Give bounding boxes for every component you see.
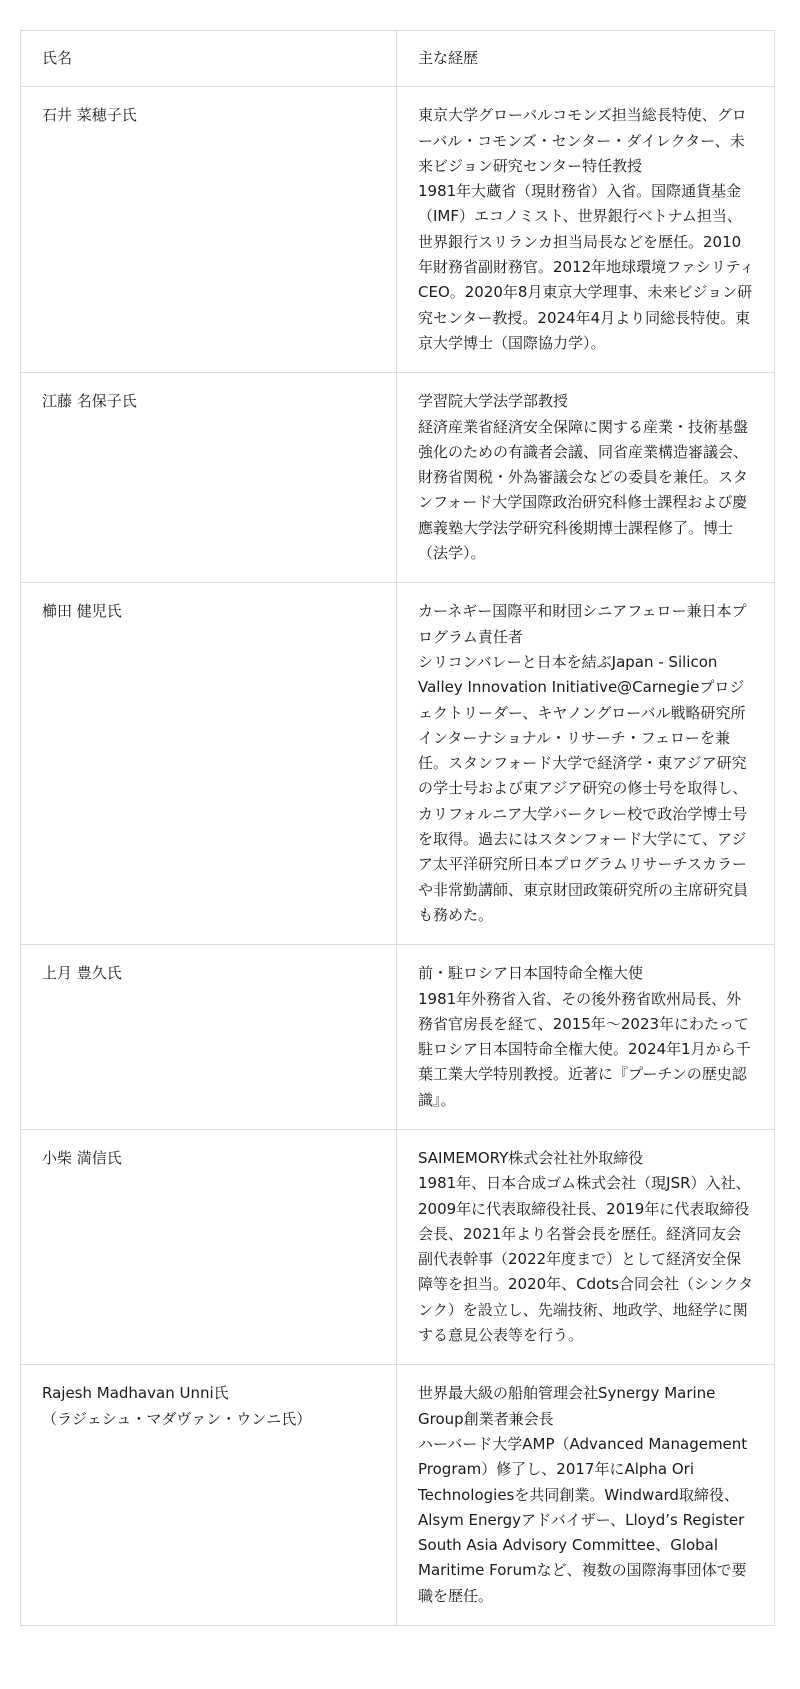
- member-bio: ハーバード大学AMP（Advanced Management Program）修了し、2017年にAlpha Ori Technologiesを共同創業。Windward取締役、Alsym Energyアドバイザー、Lloyd’s Register South Asia Advisory Committee、Global Maritime Forumなど、複数の国際海事団体で要職を歴任。: [418, 1434, 748, 1605]
- member-bio: 経済産業省経済安全保障に関する産業・技術基盤強化のための有識者会議、同省産業構造審議会、財務省関税・外為審議会などの委員を兼任。スタンフォード大学国際政治研究科修士課程および慶應義塾大学法学研究科後期博士課程修了。博士（法学）。: [418, 417, 749, 563]
- member-title: 世界最大級の船舶管理会社Synergy Marine Group創業者兼会長: [418, 1384, 716, 1428]
- member-title: 学習院大学法学部教授: [418, 392, 569, 411]
- member-bio: 1981年大蔵省（現財務省）入省。国際通貨基金（IMF）エコノミスト、世界銀行ベトナム担当、世界銀行スリランカ担当局長などを歴任。2010年財務省副財務官。2012年地球環境ファシリティCEO。2020年8月東京大学理事、未来ビジョン研究センター教授。2024年4月より同総長特使。東京大学博士（国際協力学）。: [418, 182, 755, 352]
- member-name: 櫛田 健児氏: [42, 602, 122, 621]
- member-bio: 1981年外務省入省、その後外務省欧州局長、外務省官房長を経て、2015年～2023年にわたって駐ロシア日本国特命全権大使。2024年1月から千葉工業大学特別教授。近著に『プーチンの歴史認識』。: [418, 989, 751, 1109]
- member-career-cell: [397, 583, 775, 945]
- header-career: 主な経歴: [397, 31, 775, 87]
- member-career-cell: [397, 373, 775, 583]
- member-career-cell: [397, 87, 775, 373]
- member-name-cell: [21, 583, 397, 945]
- member-bio: 1981年、日本合成ゴム株式会社（現JSR）入社、2009年に代表取締役社長、2019年に代表取締役会長、2021年より名誉会長を歴任。経済同友会副代表幹事（2022年度まで）として経済安全保障等を担当。2020年、Cdots合同会社（シンクタンク）を設立し、先端技術、地政学、地経学に関する意見公表等を行う。: [418, 1174, 754, 1345]
- member-name: 小柴 満信氏: [42, 1148, 122, 1167]
- member-name: 石井 菜穂子氏: [42, 106, 137, 125]
- member-name-cell: [21, 1129, 397, 1364]
- header-name: 氏名: [21, 31, 397, 87]
- member-career-cell: [397, 945, 775, 1130]
- table-row: [21, 1365, 775, 1626]
- table-row: [21, 1129, 775, 1364]
- member-career-cell: [397, 1129, 775, 1364]
- table-row: [21, 583, 775, 945]
- member-career-cell: [397, 1365, 775, 1626]
- member-title: カーネギー国際平和財団シニアフェロー兼日本プログラム責任者: [418, 602, 747, 646]
- member-name: 江藤 名保子氏: [42, 392, 137, 411]
- member-name: 上月 豊久氏: [42, 964, 122, 983]
- table-row: [21, 373, 775, 583]
- member-title: 前・駐ロシア日本国特命全権大使: [418, 964, 644, 983]
- member-title: SAIMEMORY株式会社社外取締役: [418, 1148, 644, 1167]
- table-row: [21, 945, 775, 1130]
- table-header-row: [21, 31, 775, 87]
- member-title: 東京大学グローバルコモンズ担当総長特使、グローバル・コモンズ・センター・ダイレクター、未来ビジョン研究センター特任教授: [418, 106, 747, 175]
- member-name-cell: [21, 945, 397, 1130]
- member-name-cell: [21, 1365, 397, 1626]
- member-bio: シリコンバレーと日本を結ぶJapan - Silicon Valley Innovation Initiative@Carnegieプロジェクトリーダー、キヤノングローバル戦略研究所インターナショナル・リサーチ・フェローを兼任。スタンフォード大学で経済学・東アジア研究の学士号および東アジア研究の修士号を取得し、カリフォルニア大学バークレー校で政治学博士号を取得。過去にはスタンフォード大学にて、アジア太平洋研究所日本プログラムリサーチスカラーや非常勤講師、東京財団政策研究所の主席研究員も務めた。: [418, 652, 749, 924]
- board-members-table: [20, 30, 775, 1626]
- member-name-katakana: （ラジェシュ・マダヴァン・ウンニ氏）: [42, 1409, 312, 1428]
- member-name: Rajesh Madhavan Unni氏: [42, 1384, 229, 1403]
- table-row: [21, 87, 775, 373]
- member-name-cell: [21, 373, 397, 583]
- board-members-table-wrapper: [20, 30, 774, 1626]
- member-name-cell: [21, 87, 397, 373]
